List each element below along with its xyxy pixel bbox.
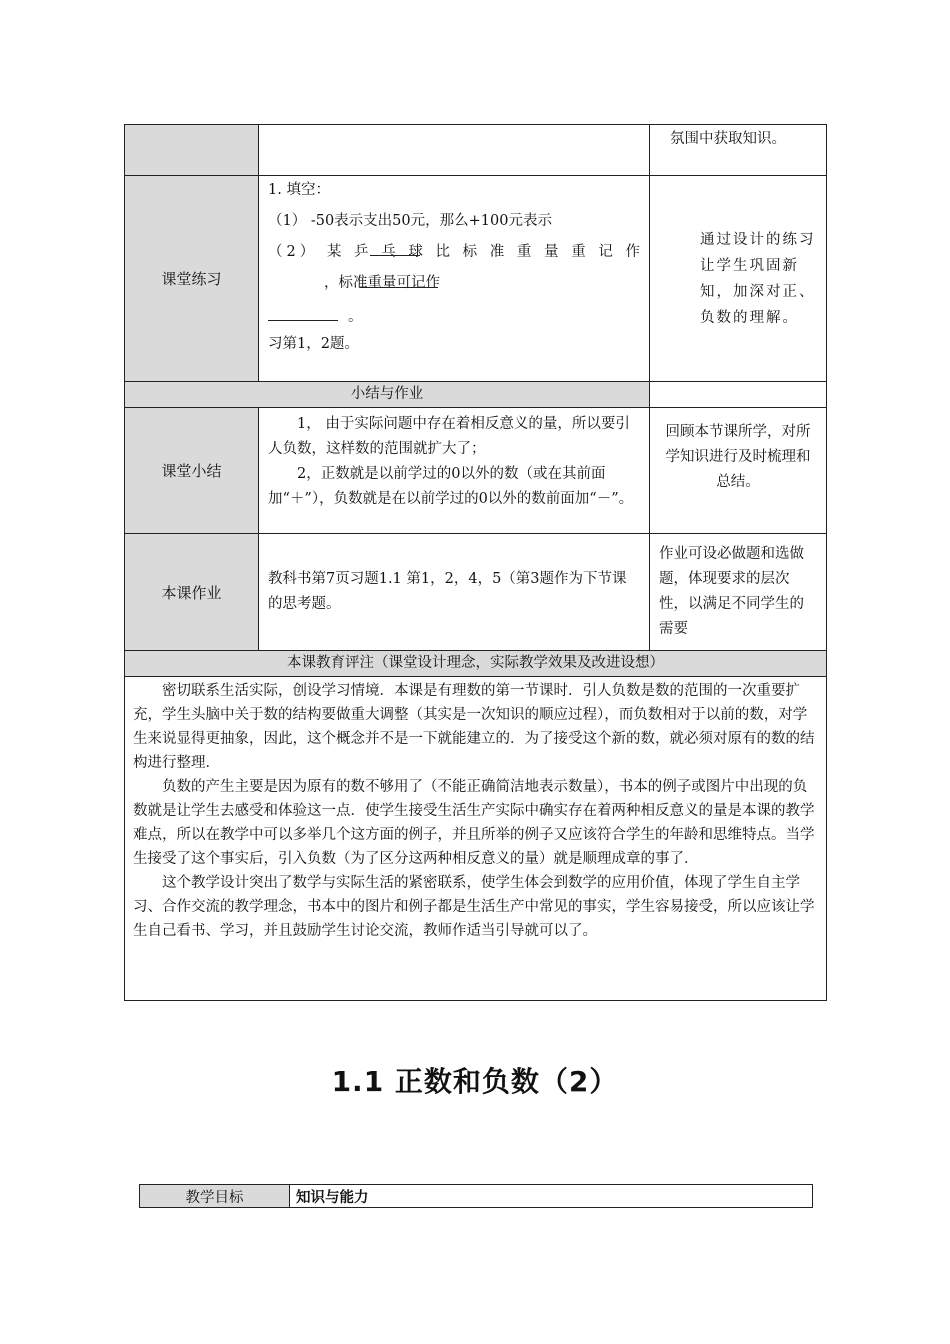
- homework-note: 作业可设必做题和选做题，体现要求的层次性，以满足不同学生的需要: [659, 546, 804, 637]
- top-note: 氛围中获取知识。: [670, 131, 786, 147]
- summary-note: 回顾本节课所学，对所学知识进行及时梳理和总结。: [665, 424, 811, 490]
- blank-line: [360, 287, 438, 288]
- blank-line: [370, 255, 420, 256]
- practice-content: [259, 176, 649, 361]
- practice-label: 课堂练习: [125, 176, 259, 382]
- objectives-value: 知识与能力: [290, 1185, 813, 1208]
- practice-q2b-text: ，标准重量可记作: [324, 275, 440, 291]
- practice-note: 通过设计的练习让学生巩固新知，加深对正、负数的理解。: [700, 231, 816, 326]
- objectives-table: [139, 1184, 813, 1208]
- review-p1: 密切联系生活实际，创设学习情境．本课是有理数的第一节课时．引人负数是数的范围的一次重要扩充，学生头脑中关于数的结构要做重大调整（其实是一次知识的顺应过程），而负数相对于以前的数，对学生来说显得更抽象，因此，这个概念并不是一下就能建立的．为了接受这个新的数，就必须对原有的数的结构进行整理．: [133, 683, 815, 771]
- summary-p2: 2，正数就是以前学过的0以外的数（或在其前面加“＋”），负数就是在以前学过的0以外的数前面加“－”。: [268, 466, 634, 507]
- summary-label: 课堂小结: [125, 408, 259, 534]
- objectives-label: 教学目标: [140, 1185, 290, 1208]
- review-p3: 这个教学设计突出了数学与实际生活的紧密联系，使学生体会到数学的应用价值，体现了学生自主学习、合作交流的教学理念，书本中的图片和例子都是生活生产中常见的事实，学生容易接受，所以应该让学生自己看书、学习，并且鼓励学生讨论交流，教师作适当引导就可以了。: [133, 875, 815, 939]
- practice-line1: 1. 填空：: [268, 182, 330, 198]
- practice-q2b: [268, 271, 640, 296]
- blank-label-cell: [125, 125, 259, 176]
- summary-content: [259, 408, 649, 516]
- summary-header: 小结与作业: [125, 382, 650, 408]
- practice-q2c: [268, 302, 640, 330]
- review-content: [125, 677, 826, 943]
- section-title: 1.1 正数和负数（2）: [331, 1065, 619, 1098]
- practice-last-line: 习第1，2题。: [268, 336, 359, 352]
- practice-q2: （2） 某 乒 乓 球 比 标 准 重 量 重 记 作: [268, 244, 640, 260]
- summary-p1: 1， 由于实际问题中存在着相反意义的量，所以要引人负数，这样数的范围就扩大了；: [268, 416, 630, 457]
- homework-label: 本课作业: [125, 534, 259, 651]
- practice-q1: （1） -50表示支出50元，那么+100元表示: [268, 213, 552, 229]
- lesson-table: [124, 124, 827, 1001]
- blank-line: [268, 302, 338, 321]
- homework-text: 教科书第7页习题1.1 第1，2，4，5（第3题作为下节课的思考题。: [268, 571, 627, 612]
- review-p2: 负数的产生主要是因为原有的数不够用了（不能正确简洁地表示数量），书本的例子或图片中出现的负数就是让学生去感受和体验这一点．使学生接受生活生产实际中确实存在着两种相反意义的量是本课的教学难点，所以在教学中可以多举几个这方面的例子，并且所举的例子又应该符合学生的年龄和思维特点。当学生接受了这个事实后，引入负数（为了区分这两种相反意义的量）就是顺理成章的事了．: [133, 779, 815, 867]
- practice-q2c-text: 。: [348, 309, 363, 325]
- summary-header-blank: [650, 382, 827, 408]
- blank-content-cell: [259, 125, 650, 176]
- review-header: 本课教育评注（课堂设计理念，实际教学效果及改进设想）: [125, 651, 827, 677]
